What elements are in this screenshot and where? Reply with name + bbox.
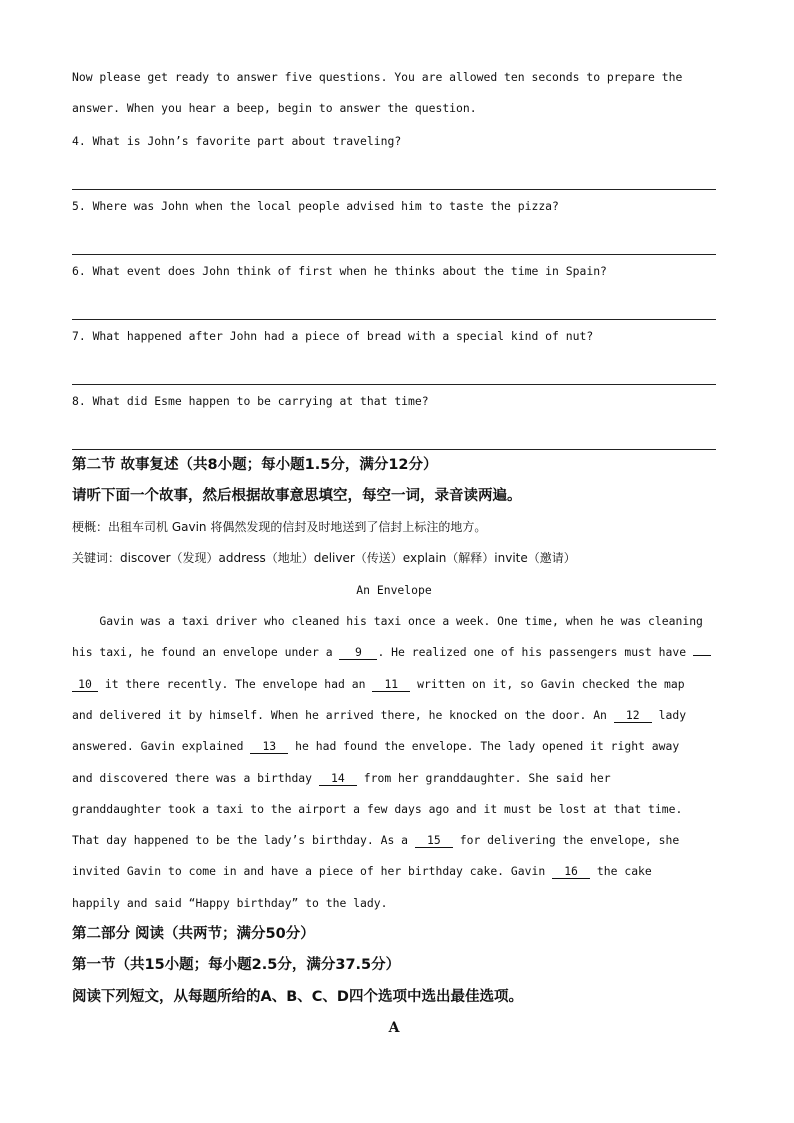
part2-heading: 第二部分 阅读（共两节；满分50分） <box>72 926 315 943</box>
story-line-8: That day happened to be the lady’s birthday. As a 15 for delivering the envelope, she <box>72 833 680 848</box>
part2-instruction: 阅读下列短文，从每题所给的A、B、C、D四个选项中选出最佳选项。 <box>72 988 523 1005</box>
blank-15[interactable]: 15 <box>415 833 453 848</box>
intro-line-1: Now please get ready to answer five questions. You are allowed ten seconds to prepare the <box>72 70 683 84</box>
part2-section1-heading: 第一节（共15小题；每小题2.5分，满分37.5分） <box>72 957 401 974</box>
question-6: 6. What event does John think of first when he thinks about the time in Spain? <box>72 263 607 278</box>
story-line-10: happily and said “Happy birthday” to the lady. <box>72 895 388 910</box>
story-keywords: 关键词：discover（发现）address（地址）deliver（传送）explain（解释）invite（邀请） <box>72 551 576 566</box>
story-line-6: and discovered there was a birthday 14 from her granddaughter. She said her <box>72 770 611 785</box>
story-line-7: granddaughter took a taxi to the airport a few days ago and it must be lost at that time. <box>72 801 683 816</box>
section2-heading: 第二节 故事复述（共8小题；每小题1.5分，满分12分） <box>72 456 438 473</box>
story-line-2: his taxi, he found an envelope under a 9 . He realized one of his passengers must have <box>72 637 716 668</box>
blank-16[interactable]: 16 <box>552 864 590 879</box>
question-7: 7. What happened after John had a piece of bread with a special kind of nut? <box>72 328 594 343</box>
blank-13[interactable]: 13 <box>250 739 288 754</box>
story-line-1: Gavin was a taxi driver who cleaned his taxi once a week. One time, when he was cleaning <box>72 614 703 629</box>
intro-line-2: answer. When you hear a beep, begin to answer the question. <box>72 101 477 116</box>
story-line-4: and delivered it by himself. When he arrived there, he knocked on the door. An 12 lady <box>72 707 687 722</box>
blank-9[interactable]: 9 <box>339 645 377 660</box>
question-8: 8. What did Esme happen to be carrying at that time? <box>72 393 429 408</box>
section2-instruction: 请听下面一个故事，然后根据故事意思填空，每空一词，录音读两遍。 <box>72 487 522 504</box>
story-line-9: invited Gavin to come in and have a piece of her birthday cake. Gavin 16 the cake <box>72 864 652 879</box>
blank-11[interactable]: 11 <box>372 677 410 692</box>
story-line-3: 10 it there recently. The envelope had an 11 written on it, so Gavin checked the map <box>72 669 716 700</box>
blank-10[interactable]: 10 <box>72 677 98 692</box>
story-title: An Envelope <box>356 582 432 597</box>
story-line-5: answered. Gavin explained 13 he had found the envelope. The lady opened it right away <box>72 739 680 754</box>
passage-label: A <box>388 1019 400 1036</box>
question-4: 4. What is John’s favorite part about traveling? <box>72 133 402 148</box>
story-summary: 梗概：出租车司机 Gavin 将偶然发现的信封及时地送到了信封上标注的地方。 <box>72 520 487 535</box>
blank-10-start[interactable] <box>693 655 711 656</box>
blank-14[interactable]: 14 <box>319 771 357 786</box>
exam-page <box>72 62 716 1044</box>
blank-12[interactable]: 12 <box>614 708 652 723</box>
question-5: 5. Where was John when the local people advised him to taste the pizza? <box>72 198 559 213</box>
